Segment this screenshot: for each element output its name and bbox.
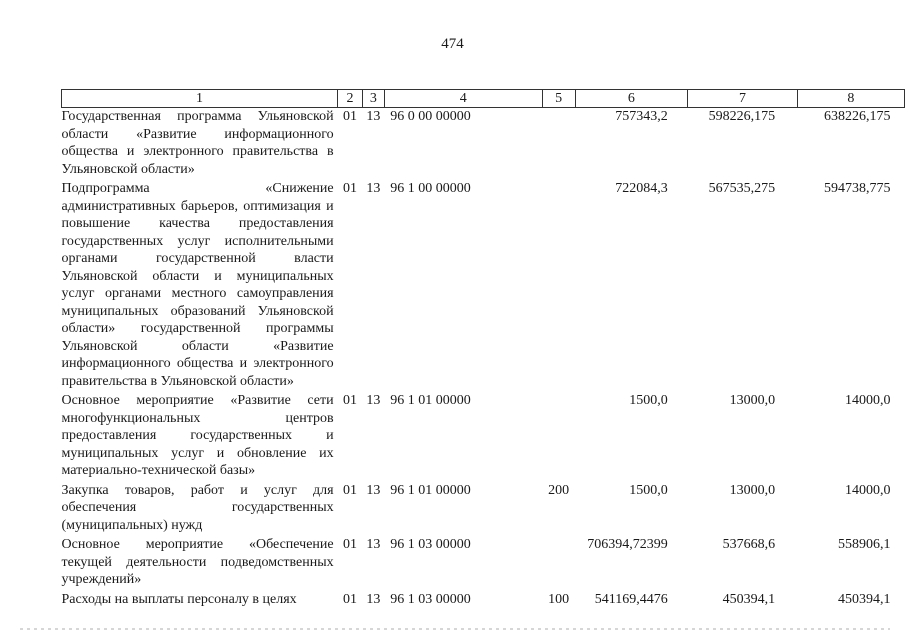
row-section: 01 [343,109,357,124]
row-amount-col8: 594738,775 [824,181,891,196]
table-header-row [62,90,905,108]
row-target-article: 96 1 03 00000 [390,591,471,607]
row-amount-col7: 13000,0 [729,482,776,498]
table-row [62,591,905,611]
header-col-3: 3 [362,90,384,108]
header-col-6: 6 [575,90,688,108]
header-col-5: 5 [542,90,575,108]
table-row [62,108,905,181]
row-subsection: 13 [366,181,381,196]
header-col-8: 8 [797,90,904,108]
row-amount-col8: 558906,1 [838,537,891,552]
row-subsection: 13 [366,591,381,607]
row-amount-col8: 14000,0 [845,393,891,408]
row-section: 01 [343,181,357,196]
row-amount-col6: 1500,0 [629,393,668,408]
row-amount-col6: 1500,0 [629,482,668,498]
header-col-4: 4 [384,90,542,108]
row-expense-type [542,536,575,591]
table-row [62,392,905,482]
table-row [62,180,905,392]
header-col-2: 2 [338,90,363,108]
row-subsection: 13 [366,109,381,124]
row-subsection: 13 [366,537,381,552]
row-subsection: 13 [366,393,381,408]
row-section: 01 [343,393,357,408]
row-expense-type: 100 [548,591,570,607]
row-amount-col6: 757343,2 [615,109,668,124]
header-col-1: 1 [62,90,338,108]
row-amount-col6: 722084,3 [615,181,668,196]
row-target-article: 96 1 00 00000 [390,181,471,196]
row-amount-col6: 541169,4476 [594,591,668,607]
row-name: Государственная программа Ульяновской области «Развитие информационного общества и электронного правительства в Ульяновской области» [61,109,334,177]
row-amount-col7: 598226,175 [708,109,776,124]
row-target-article: 96 1 03 00000 [390,537,471,552]
row-section: 01 [343,537,357,552]
row-name: Расходы на выплаты персоналу в целях [61,591,297,607]
row-name: Закупка товаров, работ и услуг для обеспечения государственных (муниципальных) нужд [61,482,334,533]
table-row [62,536,905,591]
row-target-article: 96 1 01 00000 [390,393,471,408]
row-amount-col7: 13000,0 [729,393,776,408]
row-amount-col8: 14000,0 [845,482,891,498]
row-expense-type [542,108,575,181]
page-number: 474 [441,36,464,52]
row-expense-type [542,180,575,392]
row-amount-col6: 706394,72399 [587,537,668,552]
row-amount-col8: 638226,175 [824,109,891,124]
row-section: 01 [343,482,357,498]
scan-edge-divider [20,628,890,630]
table-row [62,482,905,537]
row-expense-type: 200 [548,482,570,498]
row-target-article: 96 0 00 00000 [390,109,471,124]
row-amount-col7: 450394,1 [722,591,776,607]
row-section: 01 [343,591,357,607]
row-name: Основное мероприятие «Развитие сети многофункциональных центров предоставления государственных и муниципальных услуг и обновление их материально-технической базы» [61,393,334,478]
row-amount-col7: 567535,275 [708,181,776,196]
row-expense-type [542,392,575,482]
row-amount-col7: 537668,6 [722,537,776,552]
header-col-7: 7 [688,90,797,108]
row-name: Основное мероприятие «Обеспечение текущей деятельности подведомственных учреждений» [61,537,334,587]
row-name: Подпрограмма «Снижение административных барьеров, оптимизация и повышение качества предоставления государственных услуг исполнительными органами государственной власти Ульяновской области и муниципальных услуг органами местного самоуправления муниципальных образований Ульяновской области» государственной программы Ульяновской области «Развитие информационного общества и электронного правительства в Ульяновской области» [61,181,334,389]
row-target-article: 96 1 01 00000 [390,482,471,498]
row-amount-col8: 450394,1 [838,591,891,607]
budget-table [61,89,905,610]
row-subsection: 13 [366,482,381,498]
